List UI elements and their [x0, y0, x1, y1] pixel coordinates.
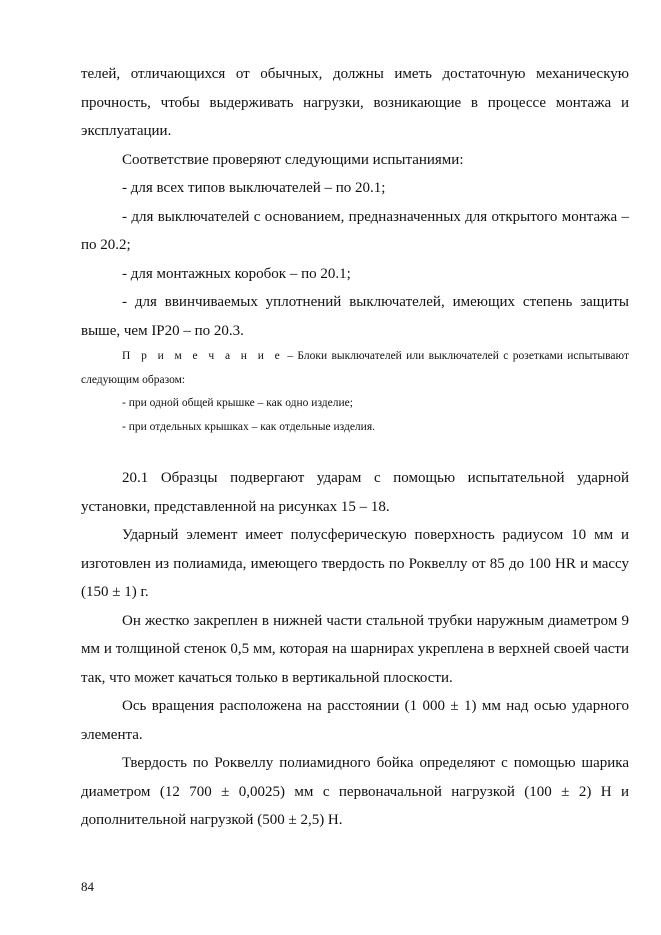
list-item-glands: - для ввинчиваемых уплотнений выключателей, имеющих степень защиты выше, чем IP20 – по 20.3.	[81, 294, 629, 339]
paragraph-conformity: Соответствие проверяют следующими испытаниями:	[122, 151, 464, 168]
page-number: 84	[81, 879, 94, 894]
body-text-bottom	[81, 464, 629, 835]
paragraph-hardness: Твердость по Роквеллу полиамидного бойка определяют с помощью шарика диаметром (12 700 ± 0,0025) мм с первоначальной нагрузкой (100 ± 2) Н и дополнительной нагрузкой (500 ± 2,5) Н.	[81, 755, 629, 828]
note-intro	[81, 345, 629, 392]
paragraph-axis: Ось вращения расположена на расстоянии (1 000 ± 1) мм над осью ударного элемента.	[81, 698, 629, 743]
note-intro-text: – Блоки выключателей или выключателей с розетками испытывают следующим образом:	[81, 350, 629, 386]
note-item-common-cover: - при одной общей крышке – как одно изделие;	[122, 397, 353, 409]
list-item-surface-mount: - для выключателей с основанием, предназначенных для открытого монтажа – по 20.2;	[81, 208, 629, 253]
note-item-separate-covers: - при отдельных крышках – как отдельные изделия.	[122, 420, 375, 433]
list-item-all-types: - для всех типов выключателей – по 20.1;	[122, 180, 386, 196]
note-label: П р и м е ч а н и е	[122, 350, 283, 362]
note-block	[81, 345, 629, 439]
paragraph-striker: Ударный элемент имеет полусферическую поверхность радиусом 10 мм и изготовлен из полиамида, имеющего твердость по Роквеллу от 85 до 100 HR и массу (150 ± 1) г.	[81, 527, 629, 600]
list-item-boxes: - для монтажных коробок – по 20.1;	[122, 265, 351, 282]
body-text-top	[81, 60, 629, 345]
clause-20-1: 20.1 Образцы подвергают ударам с помощью испытательной ударной установки, представленной на рисунках 15 – 18.	[81, 470, 629, 515]
paragraph-tube: Он жестко закреплен в нижней части стальной трубки наружным диаметром 9 мм и толщиной стенок 0,5 мм, которая на шарнирах укреплена в верхней своей части так, что может качаться только в вертикальной плоскости.	[81, 612, 629, 686]
paragraph-continuation: телей, отличающихся от обычных, должны иметь достаточную механическую прочность, чтобы выдерживать нагрузки, возникающие в процессе монтажа и эксплуатации.	[81, 66, 629, 139]
